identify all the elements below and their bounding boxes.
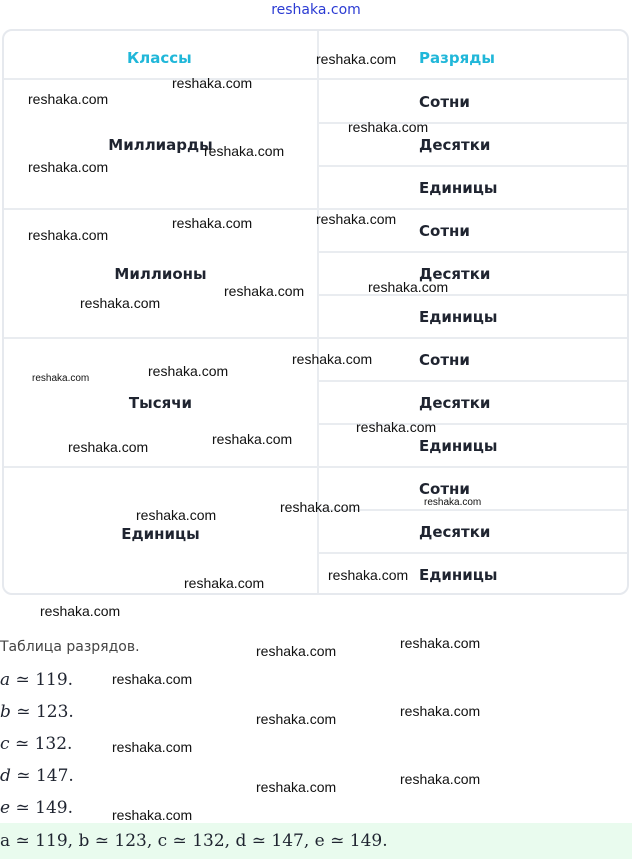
approx-sign: ≃ bbox=[16, 766, 31, 786]
watermark: reshaka.com bbox=[68, 439, 149, 455]
class-billions: Миллиарды bbox=[108, 136, 213, 154]
watermark: reshaka.com bbox=[400, 635, 481, 651]
rank-hundreds: Сотни bbox=[419, 93, 470, 111]
eq-var: b bbox=[0, 702, 11, 722]
watermark: reshaka.com bbox=[28, 159, 109, 175]
watermark: reshaka.com bbox=[28, 91, 109, 107]
eq-value: 132 bbox=[34, 734, 68, 754]
rank-tens: Десятки bbox=[419, 136, 491, 154]
rank-tens: Десятки bbox=[419, 265, 491, 283]
watermark: reshaka.com bbox=[256, 711, 337, 727]
eq-var: d bbox=[0, 766, 11, 786]
class-thousands: Тысячи bbox=[128, 394, 193, 412]
eq-var: a bbox=[0, 670, 11, 690]
eq-value: 119 bbox=[35, 670, 68, 690]
equation-row: d ≃ 147. bbox=[0, 766, 74, 786]
equation-row: b ≃ 123. bbox=[0, 702, 74, 722]
approx-sign: ≃ bbox=[15, 798, 30, 818]
watermark: reshaka.com bbox=[316, 51, 397, 67]
class-divider bbox=[4, 337, 627, 339]
watermark: reshaka.com bbox=[256, 643, 337, 659]
equation-row: e ≃ 149. bbox=[0, 798, 73, 818]
rank-units: Единицы bbox=[419, 566, 498, 584]
rank-divider bbox=[319, 380, 627, 382]
answer-text: a ≃ 119, b ≃ 123, c ≃ 132, d ≃ 147, e ≃ 149. bbox=[0, 831, 388, 851]
header-ranks: Разряды bbox=[419, 49, 495, 67]
eq-value: 123 bbox=[35, 702, 69, 722]
watermark: reshaka.com bbox=[400, 703, 481, 719]
header-classes: Классы bbox=[127, 49, 192, 67]
watermark: reshaka.com bbox=[112, 671, 193, 687]
watermark: reshaka.com bbox=[400, 771, 481, 787]
watermark: reshaka.com bbox=[184, 575, 265, 591]
watermark: reshaka.com bbox=[172, 75, 253, 91]
watermark: reshaka.com bbox=[280, 499, 361, 515]
approx-sign: ≃ bbox=[14, 734, 30, 754]
eq-value: 147 bbox=[35, 766, 69, 786]
watermark: reshaka.com bbox=[316, 211, 397, 227]
eq-value: 149 bbox=[35, 798, 68, 818]
watermark: reshaka.com bbox=[136, 507, 217, 523]
eq-var: e bbox=[0, 798, 11, 818]
rank-divider bbox=[319, 251, 627, 253]
watermark: reshaka.com bbox=[348, 119, 429, 135]
rank-divider bbox=[319, 165, 627, 167]
answer-box bbox=[0, 823, 632, 859]
rank-units: Единицы bbox=[419, 437, 498, 455]
class-divider bbox=[4, 208, 627, 210]
approx-sign: ≃ bbox=[15, 670, 30, 690]
watermark: reshaka.com bbox=[368, 279, 449, 295]
rank-divider bbox=[319, 552, 627, 554]
watermark: reshaka.com bbox=[148, 363, 229, 379]
table-caption: Таблица разрядов. bbox=[0, 639, 140, 655]
eq-var: c bbox=[0, 734, 10, 754]
rank-tens: Десятки bbox=[419, 394, 491, 412]
equation-row: a ≃ 119. bbox=[0, 670, 74, 690]
rank-divider bbox=[319, 294, 627, 296]
site-link[interactable]: reshaka.com bbox=[271, 2, 361, 18]
equation-row: c ≃ 132. bbox=[0, 734, 73, 754]
watermark: reshaka.com bbox=[256, 779, 337, 795]
approx-sign: ≃ bbox=[16, 702, 31, 722]
watermark: reshaka.com bbox=[172, 215, 253, 231]
rank-divider bbox=[319, 509, 627, 511]
watermark: reshaka.com bbox=[212, 431, 293, 447]
watermark: reshaka.com bbox=[112, 807, 193, 823]
rank-hundreds: Сотни bbox=[419, 351, 470, 369]
watermark: reshaka.com bbox=[356, 419, 437, 435]
rank-hundreds: Сотни bbox=[419, 222, 470, 240]
watermark: reshaka.com bbox=[292, 351, 373, 367]
class-units: Единицы bbox=[121, 525, 200, 543]
rank-hundreds: Сотни bbox=[419, 480, 470, 498]
watermark: reshaka.com bbox=[112, 739, 193, 755]
watermark: reshaka.com bbox=[424, 497, 482, 508]
watermark: reshaka.com bbox=[328, 567, 409, 583]
watermark: reshaka.com bbox=[32, 373, 90, 384]
watermark: reshaka.com bbox=[80, 295, 161, 311]
watermark: reshaka.com bbox=[28, 227, 109, 243]
watermark: reshaka.com bbox=[204, 143, 285, 159]
watermark: reshaka.com bbox=[224, 283, 305, 299]
watermark: reshaka.com bbox=[40, 603, 121, 619]
header-divider bbox=[4, 78, 627, 80]
rank-tens: Десятки bbox=[419, 523, 491, 541]
rank-units: Единицы bbox=[419, 179, 498, 197]
rank-units: Единицы bbox=[419, 308, 498, 326]
class-divider bbox=[4, 466, 627, 468]
class-millions: Миллионы bbox=[114, 265, 207, 283]
